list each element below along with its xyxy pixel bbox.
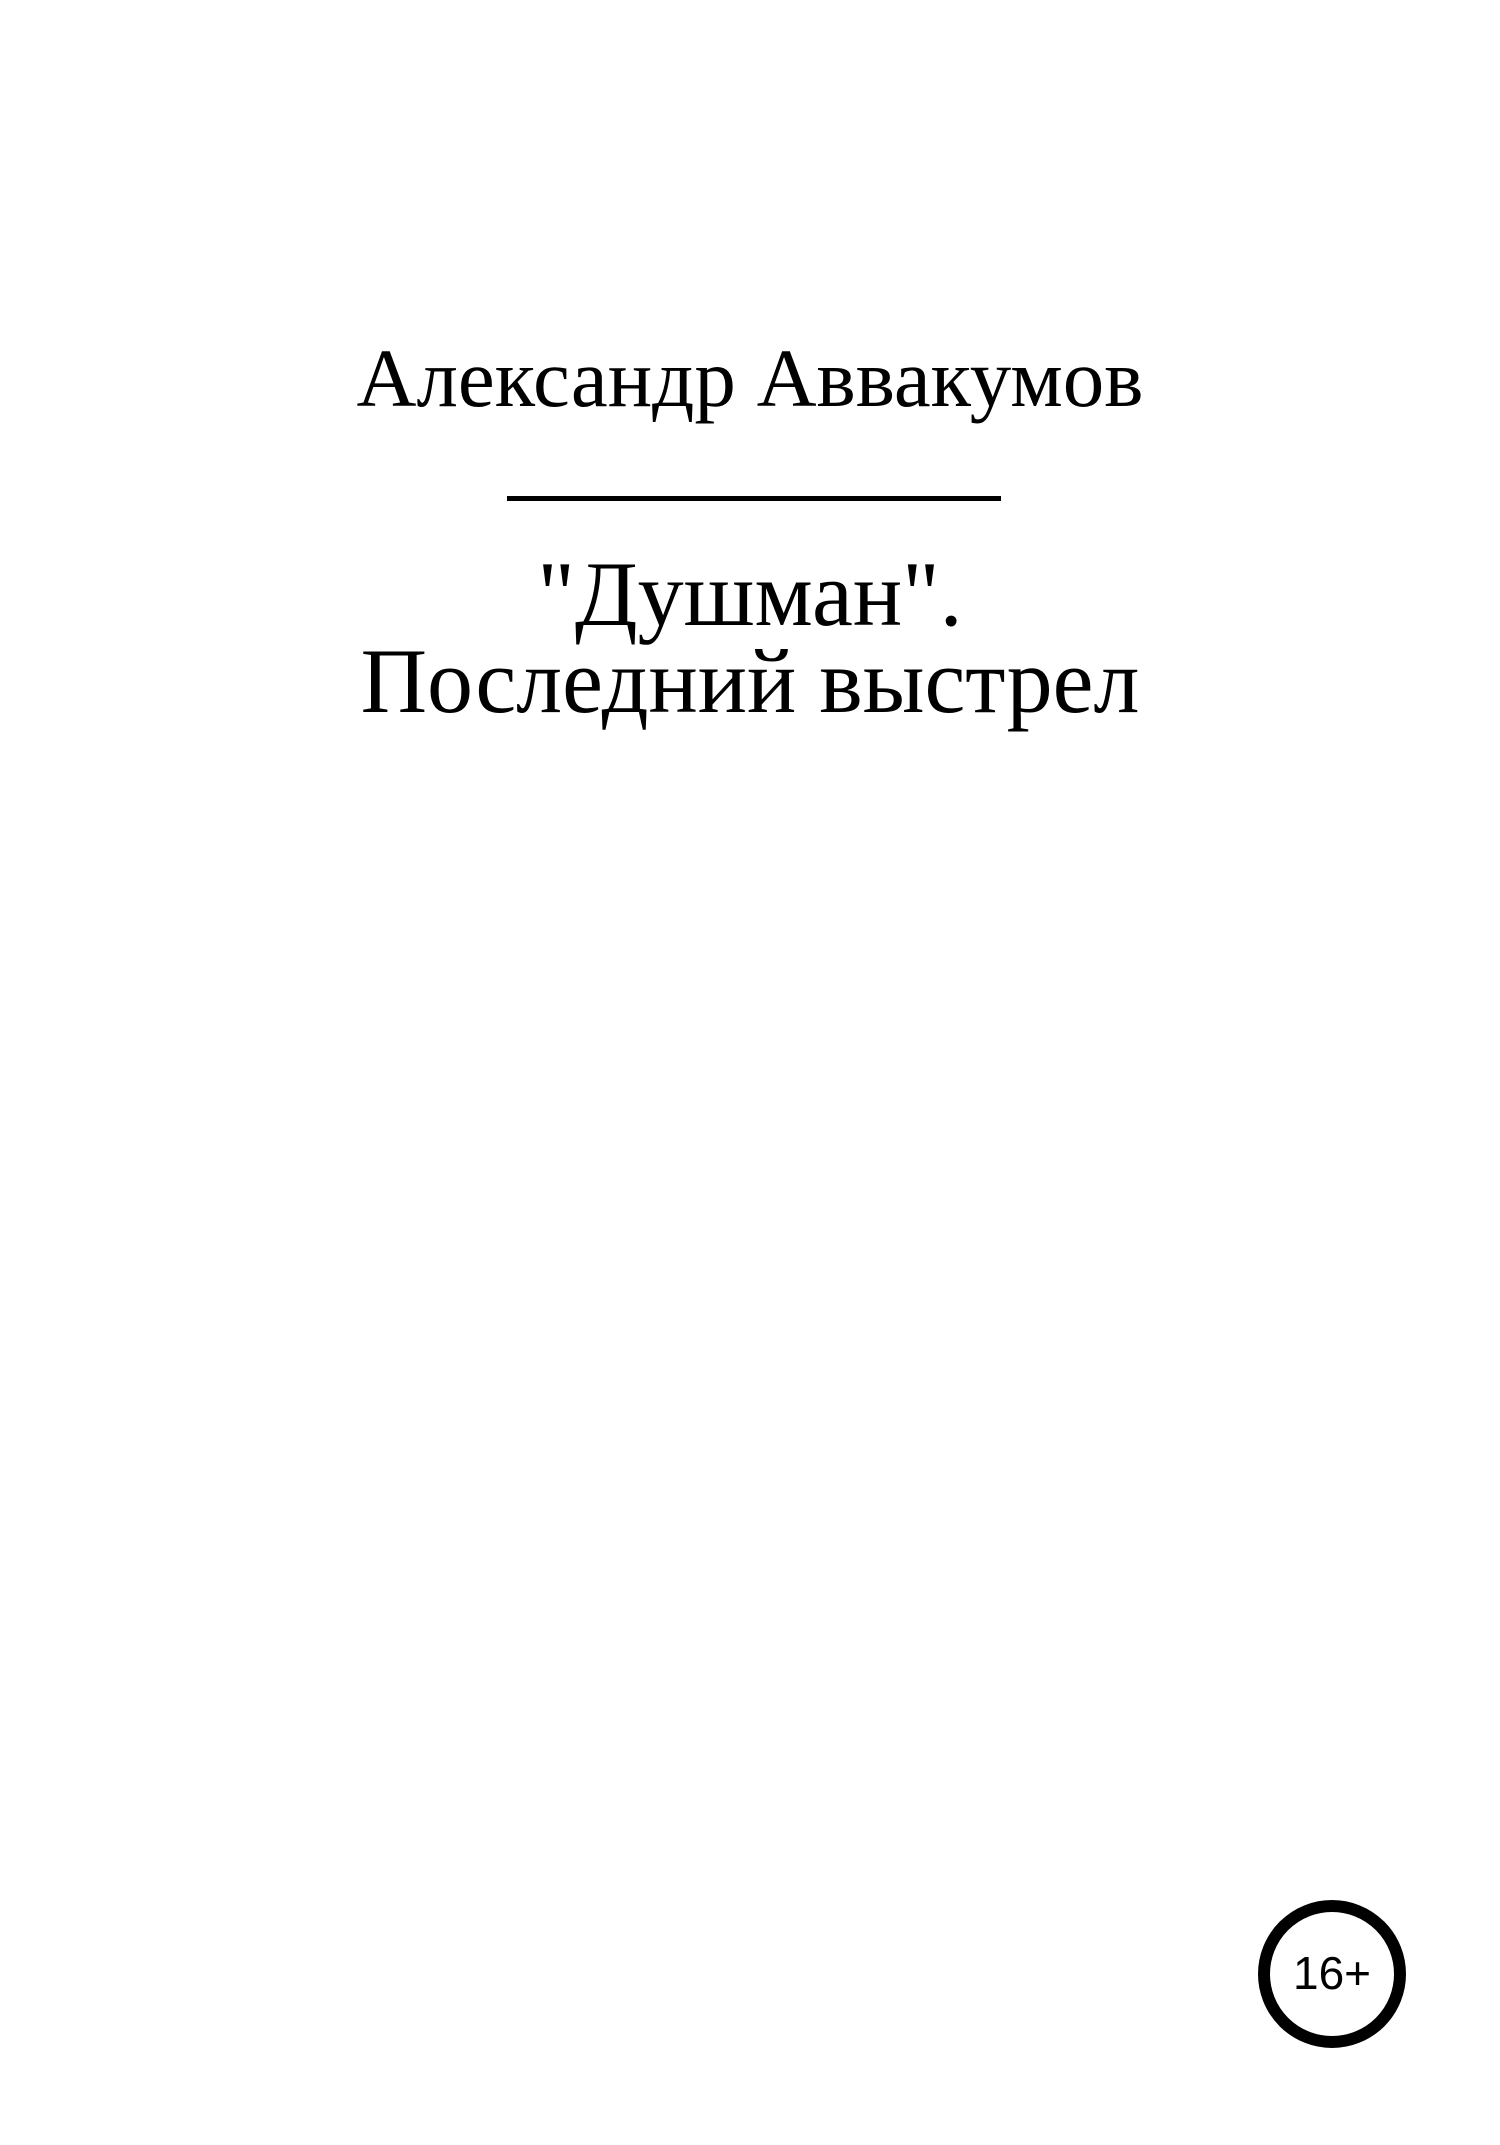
title-divider [507, 496, 1001, 501]
book-title-line-2: Последний выстрел [360, 630, 1140, 732]
age-rating-badge [1258, 1900, 1406, 2048]
book-title-line-1: "Душман". [537, 543, 963, 645]
author-name: Александр Аввакумов [356, 332, 1144, 424]
age-rating-label: 16+ [1292, 1947, 1372, 1999]
book-title [0, 543, 1500, 732]
